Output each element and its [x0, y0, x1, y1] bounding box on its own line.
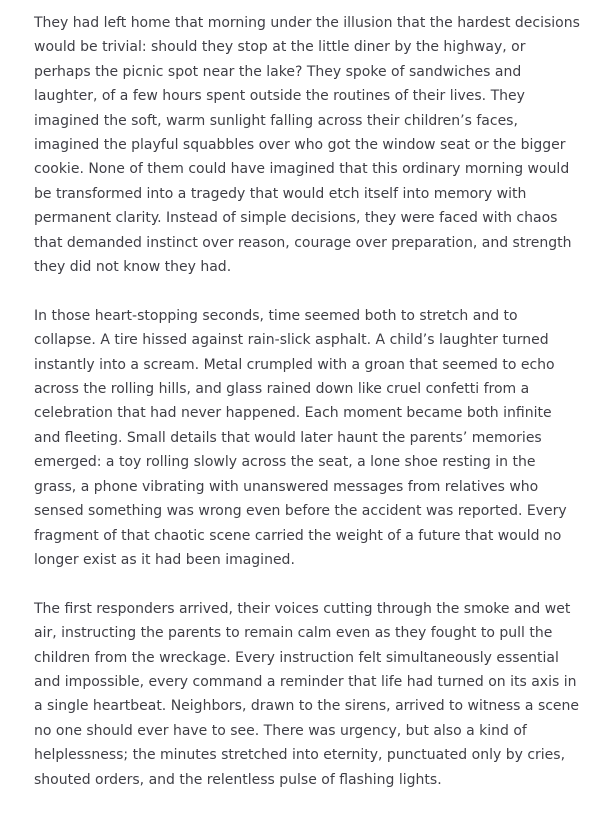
document-body [34, 11, 582, 816]
paragraph: In those heart-stopping seconds, time seemed both to stretch and to collapse. A tire hissed against rain-slick asphalt. A child’s laughter turned instantly into a scream. Metal crumpled with a groan that seemed to echo across the rolling hills, and glass rained down like cruel confetti from a celebration that had never happened. Each moment became both infinite and fleeting. Small details that would later haunt the parents’ memories emerged: a toy rolling slowly across the seat, a lone shoe resting in the grass, a phone vibrating with unanswered messages from relatives who sensed something was wrong even before the accident was reported. Every fragment of that chaotic scene carried the weight of a future that would no longer exist as it had been imagined. [34, 307, 567, 568]
paragraph: They had left home that morning under the illusion that the hardest decisions would be trivial: should they stop at the little diner by the highway, or perhaps the picnic spot near the lake? They spoke of sandwiches and laughter, of a few hours spent outside the routines of their lives. They imagined the soft, warm sunlight falling across their children’s faces, imagined the playful squabbles over who got the window seat or the bigger cookie. None of them could have imagined that this ordinary morning would be transformed into a tragedy that would etch itself into memory with permanent clarity. Instead of simple decisions, they were faced with chaos that demanded instinct over reason, courage over preparation, and strength they did not know they had. [34, 15, 580, 276]
paragraph: The first responders arrived, their voices cutting through the smoke and wet air, instructing the parents to remain calm even as they fought to pull the children from the wreckage. Every instruction felt simultaneously essential and impossible, every command a reminder that life had turned on its axis in a single heartbeat. Neighbors, drawn to the sirens, arrived to witness a scene no one should ever have to see. There was urgency, but also a kind of helplessness; the minutes stretched into eternity, punctuated only by cries, shouted orders, and the relentless pulse of flashing lights. [34, 600, 580, 788]
